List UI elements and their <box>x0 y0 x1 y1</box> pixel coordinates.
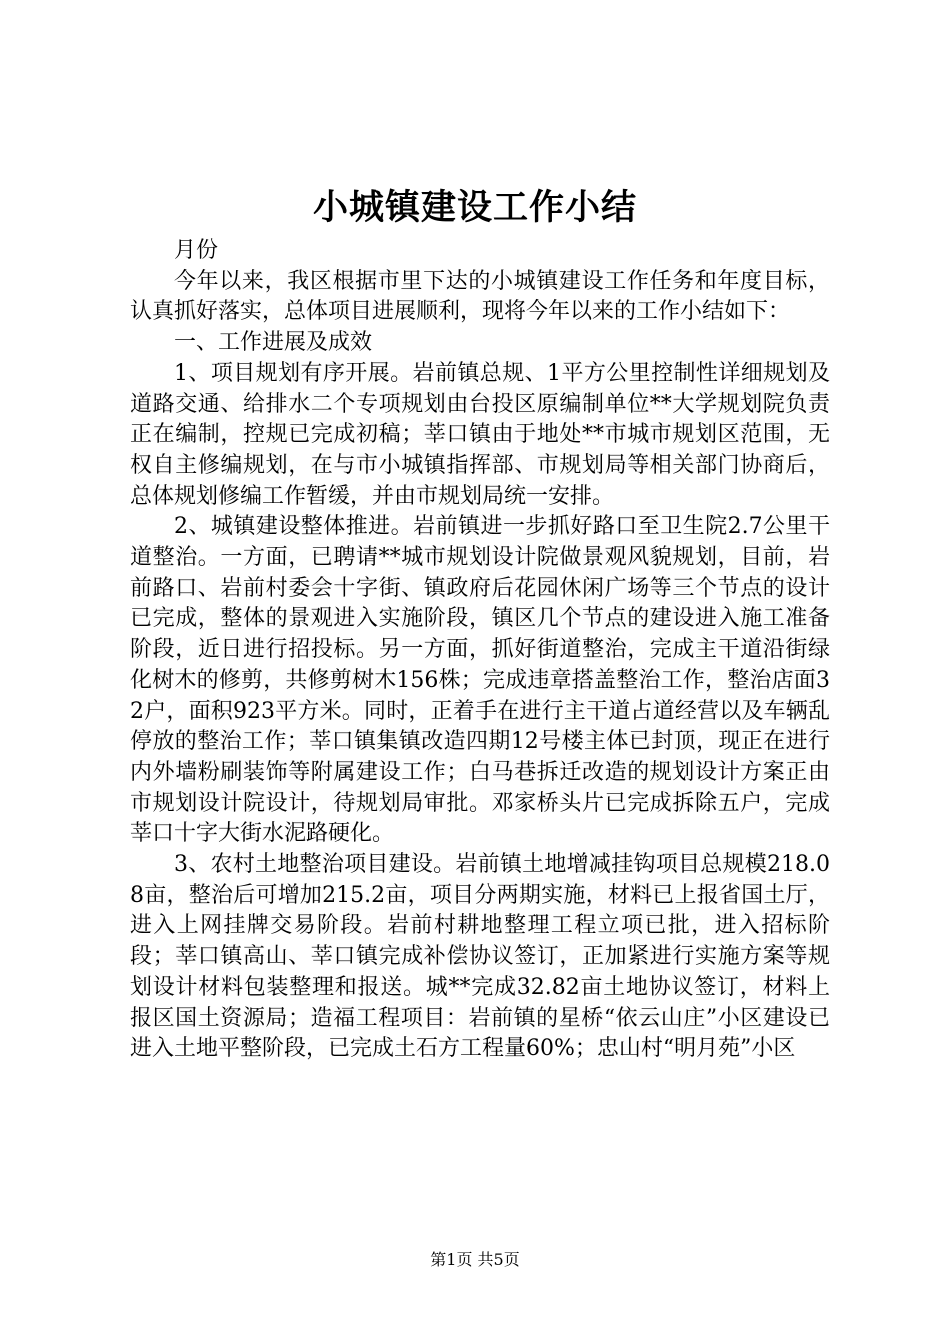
item-2-paragraph: 2、城镇建设整体推进。岩前镇进一步抓好路口至卫生院2.7公里干道整治。一方面，已聘请**城市规划设计院做景观风貌规划，目前，岩前路口、岩前村委会十字街、镇政府后花园休闲广场等三个节点的设计已完成，整体的景观进入实施阶段，镇区几个节点的建设进入施工准备阶段，近日进行招投标。另一方面，抓好街道整治，完成主干道沿街绿化树木的修剪，共修剪树木156株；完成违章搭盖整治工作，整治店面32户，面积923平方米。同时，正着手在进行主干道占道经营以及车辆乱停放的整治工作；莘口镇集镇改造四期12号楼主体已封顶，现正在进行内外墙粉刷装饰等附属建设工作；白马巷拆迁改造的规划设计方案正由市规划设计院设计，待规划局审批。邓家桥头片已完成拆除五户，完成莘口十字大街水泥路硬化。 <box>130 514 830 847</box>
date-line: 月份 <box>174 238 219 263</box>
document-body <box>130 236 830 1065</box>
item-3-paragraph: 3、农村土地整治项目建设。岩前镇土地增减挂钩项目总规模218.08亩，整治后可增加215.2亩，项目分两期实施，材料已上报省国土厅，进入上网挂牌交易阶段。岩前村耕地整理工程立项已批，进入招标阶段；莘口镇高山、莘口镇完成补偿协议签订，正加紧进行实施方案等规划设计材料包装整理和报送。城**完成32.82亩土地协议签订，材料上报区国土资源局；造福工程项目：岩前镇的星桥“依云山庄”小区建设已进入土地平整阶段，已完成土石方工程量60%；忠山村“明月苑”小区 <box>130 852 830 1062</box>
page-footer: 第1页 共5页 <box>430 1250 520 1269</box>
intro-paragraph: 今年以来，我区根据市里下达的小城镇建设工作任务和年度目标，认真抓好落实，总体项目进展顺利，现将今年以来的工作小结如下： <box>130 268 830 325</box>
document-title: 小城镇建设工作小结 <box>312 187 637 228</box>
item-1-paragraph: 1、项目规划有序开展。岩前镇总规、1平方公里控制性详细规划及道路交通、给排水二个专项规划由台投区原编制单位**大学规划院负责正在编制，控规已完成初稿；莘口镇由于地处**市城市规划区范围，无权自主修编规划，在与市小城镇指挥部、市规划局等相关部门协商后，总体规划修编工作暂缓，并由市规划局统一安排。 <box>130 360 830 509</box>
section-heading: 一、工作进展及成效 <box>174 330 373 356</box>
